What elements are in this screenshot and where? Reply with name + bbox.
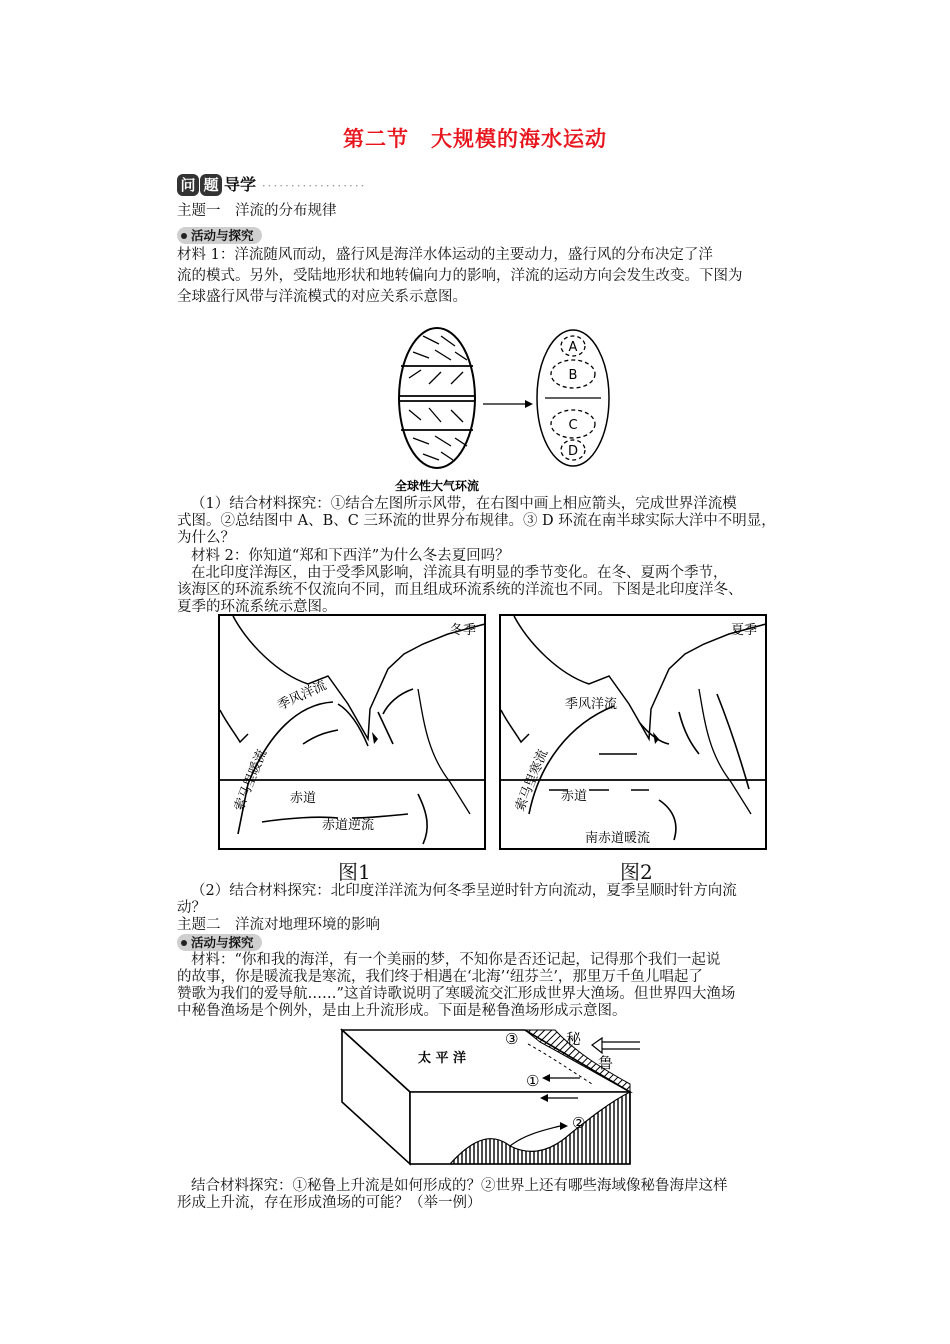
marker-1: ① [526, 1072, 540, 1090]
south-equatorial-label: 南赤道暖流 [585, 831, 651, 846]
material-2-line: 夏季的环流系统示意图。 [177, 599, 337, 615]
question-2-line: （2）结合材料探究：北印度洋洋流为何冬季呈逆时针方向流动，夏季呈顺时针方向流 [191, 883, 737, 899]
map-2-caption: 图2 [620, 860, 653, 884]
equator-label: 赤道 [561, 789, 588, 804]
question-1 [177, 496, 776, 547]
material-3-line: 中秘鲁渔场是个例外，是由上升流形成。下面是秘鲁渔场形成示意图。 [177, 1003, 627, 1019]
topic-one-heading: 主题一 洋流的分布规律 [177, 203, 337, 219]
material-3 [177, 952, 735, 1020]
equator-label: 赤道 [290, 791, 317, 806]
map-1-caption: 图1 [338, 860, 371, 884]
section-banner [177, 172, 367, 196]
peru-upwelling-figure [340, 1022, 650, 1167]
topic-two-heading: 主题二 洋流对地理环境的影响 [177, 917, 380, 933]
material-2-line: 在北印度洋海区，由于受季风影响，洋流具有明显的季节变化。在冬、夏两个季节， [191, 565, 728, 581]
activity-tag-1-label: 活动与探究 [191, 228, 254, 243]
country-label-1: 秘 [566, 1030, 582, 1048]
material-1-line: 流的模式。另外，受陆地形状和地转偏向力的影响，洋流的运动方向会发生改变。下图为 [177, 268, 743, 284]
wind-current-figure [395, 326, 615, 496]
material-2-line: 该海区的环流系统不仅流向不同，而且组成环流系统的洋流也不同。下图是北印度洋冬、 [177, 582, 743, 598]
page-title: 第二节 大规模的海水运动 [343, 127, 607, 151]
monsoon-label: 季风洋流 [565, 697, 618, 712]
question-1-line: 为什么？ [177, 530, 235, 546]
material-3-line: 的故事，你是暖流我是寒流，我们终于相遇在‘北海’‘纽芬兰’，那里万千鱼儿唱起了 [177, 969, 703, 985]
material-2 [177, 548, 743, 616]
material-1-line: 材料 1：洋流随风而动，盛行风是海洋水体运动的主要动力，盛行风的分布决定了洋 [177, 247, 713, 263]
monsoon-label: 季风洋流 [275, 678, 329, 714]
marker-2: ② [572, 1114, 586, 1132]
question-2 [177, 883, 737, 917]
counter-current-label: 赤道逆流 [322, 818, 375, 833]
wind-globe [399, 328, 475, 468]
pacific-label: 太 平 洋 [418, 1051, 467, 1066]
marker-3: ③ [505, 1030, 519, 1048]
question-3-line: 结合材料探究：①秘鲁上升流是如何形成的？②世界上还有哪些海域像秘鲁海岸这样 [191, 1178, 728, 1194]
activity-tag-2-label: 活动与探究 [191, 935, 254, 950]
somali-label: 索马里寒流 [512, 747, 552, 814]
summer-current-map [499, 614, 767, 850]
banner-box-2: 题 [200, 174, 222, 196]
material-2-line: 材料 2：你知道“郑和下西洋”为什么冬去夏回吗？ [191, 548, 510, 564]
figure-caption: 全球性大气环流 [395, 479, 480, 493]
banner-box-1: 问 [177, 174, 199, 196]
banner-text: 导学 [224, 175, 257, 194]
winter-current-map [218, 614, 486, 850]
activity-tag-2 [177, 934, 262, 951]
material-3-line: 材料：“你和我的海洋，有一个美丽的梦，不知你是否还记起，记得那个我们一起说 [191, 952, 721, 968]
question-3 [177, 1178, 728, 1212]
label-a: A [568, 340, 578, 355]
question-3-line: 形成上升流，存在形成渔场的可能？（举一例） [177, 1195, 482, 1211]
activity-tag-1 [177, 227, 262, 244]
label-d: D [567, 444, 579, 459]
label-c: C [568, 418, 578, 433]
somali-label: 索马里暖流 [231, 747, 271, 814]
question-1-line: （1）结合材料探究：①结合左图所示风带，在右图中画上相应箭头，完成世界洋流模 [191, 496, 737, 512]
material-1-line: 全球盛行风带与洋流模式的对应关系示意图。 [177, 289, 467, 305]
material-3-line: 赞歌为我们的爱导航……”这首诗歌说明了寒暖流交汇形成世界大渔场。但世界四大渔场 [177, 986, 736, 1002]
material-1 [177, 245, 743, 308]
label-b: B [568, 368, 578, 383]
season-label: 冬季 [450, 623, 477, 638]
country-label-2: 鲁 [598, 1054, 614, 1072]
season-label: 夏季 [731, 623, 758, 638]
question-2-line: 动？ [177, 900, 206, 916]
banner-dots: ·················· [256, 179, 367, 193]
question-1-line: 式图。②总结图中 A、B、C 三环流的世界分布规律。③ D 环流在南半球实际大洋中不明显， [177, 513, 776, 529]
